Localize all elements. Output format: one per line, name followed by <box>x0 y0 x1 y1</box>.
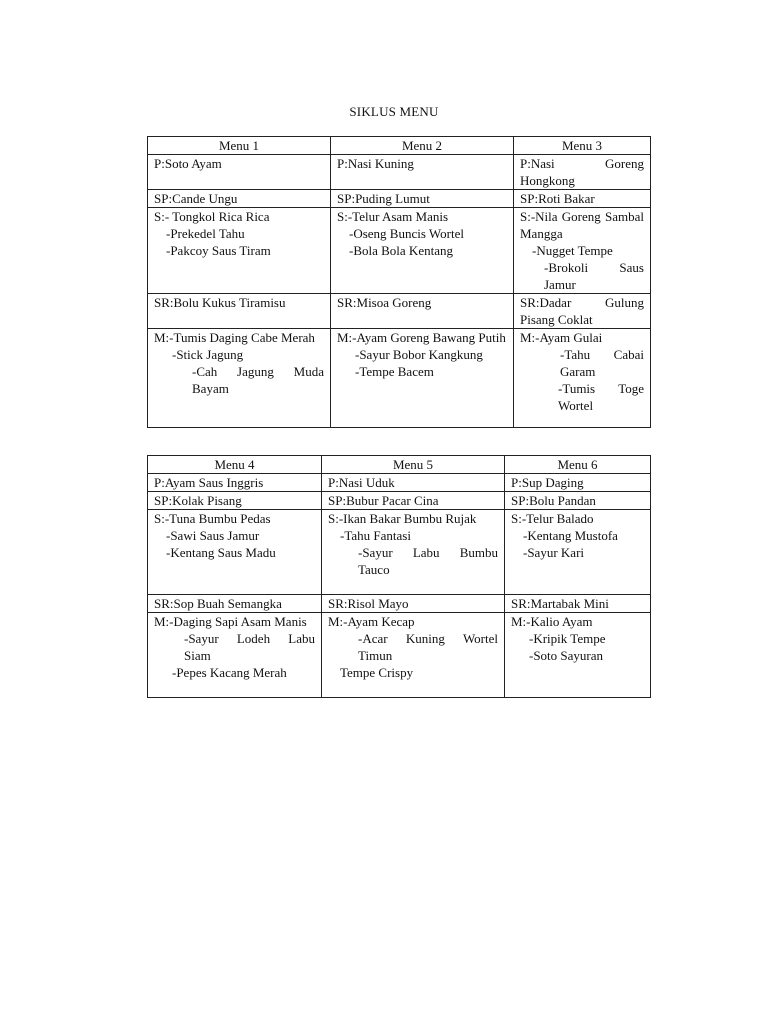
table-row-sr <box>148 294 651 329</box>
table-row-s <box>148 208 651 294</box>
p-text: P:Nasi Kuning <box>337 156 414 171</box>
s-line: -Brokoli Saus Jamur <box>544 260 644 292</box>
p-cell <box>331 155 514 190</box>
table-row-s <box>148 510 651 595</box>
sp-cell <box>331 190 514 208</box>
s-line: -Kentang Mustofa <box>523 528 618 543</box>
m-cell <box>331 329 514 428</box>
s-cell <box>322 510 505 595</box>
m-cell <box>322 613 505 698</box>
s-line: -Kentang Saus Madu <box>166 545 276 560</box>
sp-text: SP:Bubur Pacar Cina <box>328 493 439 508</box>
m-line: -Tempe Bacem <box>355 364 434 379</box>
sp-text: SP:Cande Ungu <box>154 191 238 206</box>
p-cell <box>505 474 651 492</box>
table-row-sp <box>148 492 651 510</box>
p-text: P:Soto Ayam <box>154 156 222 171</box>
m-cell <box>148 329 331 428</box>
m-line: M:-Ayam Goreng Bawang Putih <box>337 330 506 345</box>
menu-header: Menu 5 <box>322 456 505 474</box>
m-line: -Acar Kuning Wortel Timun <box>358 631 498 663</box>
m-line: -Soto Sayuran <box>529 648 604 663</box>
s-line: S:-Telur Asam Manis <box>337 209 449 224</box>
s-line: S:- Tongkol Rica Rica <box>154 209 270 224</box>
p-text: P:Nasi Uduk <box>328 475 395 490</box>
s-line: -Tahu Fantasi <box>340 528 411 543</box>
s-cell <box>514 208 651 294</box>
s-line: -Bola Bola Kentang <box>349 243 453 258</box>
m-line: M:-Ayam Kecap <box>328 614 415 629</box>
sp-cell <box>148 190 331 208</box>
m-line: Tempe Crispy <box>340 665 414 680</box>
p-cell <box>148 474 322 492</box>
s-line: -Sawi Saus Jamur <box>166 528 260 543</box>
p-cell <box>148 155 331 190</box>
m-line: -Pepes Kacang Merah <box>172 665 287 680</box>
p-text: P:Ayam Saus Inggris <box>154 475 264 490</box>
s-line: -Oseng Buncis Wortel <box>349 226 464 241</box>
sp-text: SP:Puding Lumut <box>337 191 430 206</box>
sp-cell <box>322 492 505 510</box>
s-cell <box>331 208 514 294</box>
p-text: P:Sup Daging <box>511 475 584 490</box>
s-cell <box>148 208 331 294</box>
m-line: -Sayur Lodeh Labu Siam <box>184 631 315 663</box>
m-cell <box>514 329 651 428</box>
sr-cell <box>148 294 331 329</box>
menu-header: Menu 1 <box>148 137 331 155</box>
page-title: SIKLUS MENU <box>349 104 439 119</box>
sr-cell <box>322 595 505 613</box>
s-line: -Prekedel Tahu <box>166 226 245 241</box>
p-cell <box>322 474 505 492</box>
sr-text: SR:Misoa Goreng <box>337 295 432 310</box>
menu-header: Menu 3 <box>514 137 651 155</box>
m-line: -Kripik Tempe <box>529 631 606 646</box>
p-cell <box>514 155 651 190</box>
s-line: S:-Tuna Bumbu Pedas <box>154 511 271 526</box>
menu-table-2 <box>147 455 651 698</box>
s-line: S:-Nila Goreng Sambal Mangga <box>520 209 644 241</box>
sp-cell <box>505 492 651 510</box>
s-line: S:-Telur Balado <box>511 511 594 526</box>
menu-table-1 <box>147 136 651 428</box>
table-row-p <box>148 474 651 492</box>
m-line: -Tumis Toge Wortel <box>558 381 644 413</box>
p-text: P:Nasi Goreng Hongkong <box>520 156 644 188</box>
s-line: -Sayur Kari <box>523 545 585 560</box>
table-row-m <box>148 613 651 698</box>
s-line: -Pakcoy Saus Tiram <box>166 243 271 258</box>
table-row-p <box>148 155 651 190</box>
s-line: -Sayur Labu Bumbu Tauco <box>358 545 498 577</box>
sr-cell <box>514 294 651 329</box>
s-cell <box>148 510 322 595</box>
sr-cell <box>505 595 651 613</box>
table-row-sr <box>148 595 651 613</box>
menu-header: Menu 6 <box>505 456 651 474</box>
m-line: M:-Tumis Daging Cabe Merah <box>154 330 315 345</box>
m-line: -Sayur Bobor Kangkung <box>355 347 483 362</box>
s-cell <box>505 510 651 595</box>
m-line: -Cah Jagung Muda Bayam <box>192 364 324 396</box>
m-cell <box>148 613 322 698</box>
sp-text: SP:Kolak Pisang <box>154 493 242 508</box>
table-header-row <box>148 456 651 474</box>
m-line: M:-Daging Sapi Asam Manis <box>154 614 307 629</box>
table-row-sp <box>148 190 651 208</box>
m-line: M:-Ayam Gulai <box>520 330 603 345</box>
sr-text: SR:Risol Mayo <box>328 596 409 611</box>
s-line: S:-Ikan Bakar Bumbu Rujak <box>328 511 477 526</box>
sp-text: SP:Roti Bakar <box>520 191 595 206</box>
table-header-row <box>148 137 651 155</box>
m-line: M:-Kalio Ayam <box>511 614 593 629</box>
menu-header: Menu 2 <box>331 137 514 155</box>
sp-cell <box>148 492 322 510</box>
sr-text: SR:Dadar Gulung Pisang Coklat <box>520 295 644 327</box>
menu-header: Menu 4 <box>148 456 322 474</box>
sr-text: SR:Martabak Mini <box>511 596 609 611</box>
table-row-m <box>148 329 651 428</box>
sr-cell <box>148 595 322 613</box>
sr-text: SR:Bolu Kukus Tiramisu <box>154 295 286 310</box>
m-cell <box>505 613 651 698</box>
s-line: -Nugget Tempe <box>532 243 613 258</box>
sp-text: SP:Bolu Pandan <box>511 493 596 508</box>
sr-text: SR:Sop Buah Semangka <box>154 596 282 611</box>
sp-cell <box>514 190 651 208</box>
m-line: -Tahu Cabai Garam <box>560 347 644 379</box>
m-line: -Stick Jagung <box>172 347 244 362</box>
sr-cell <box>331 294 514 329</box>
